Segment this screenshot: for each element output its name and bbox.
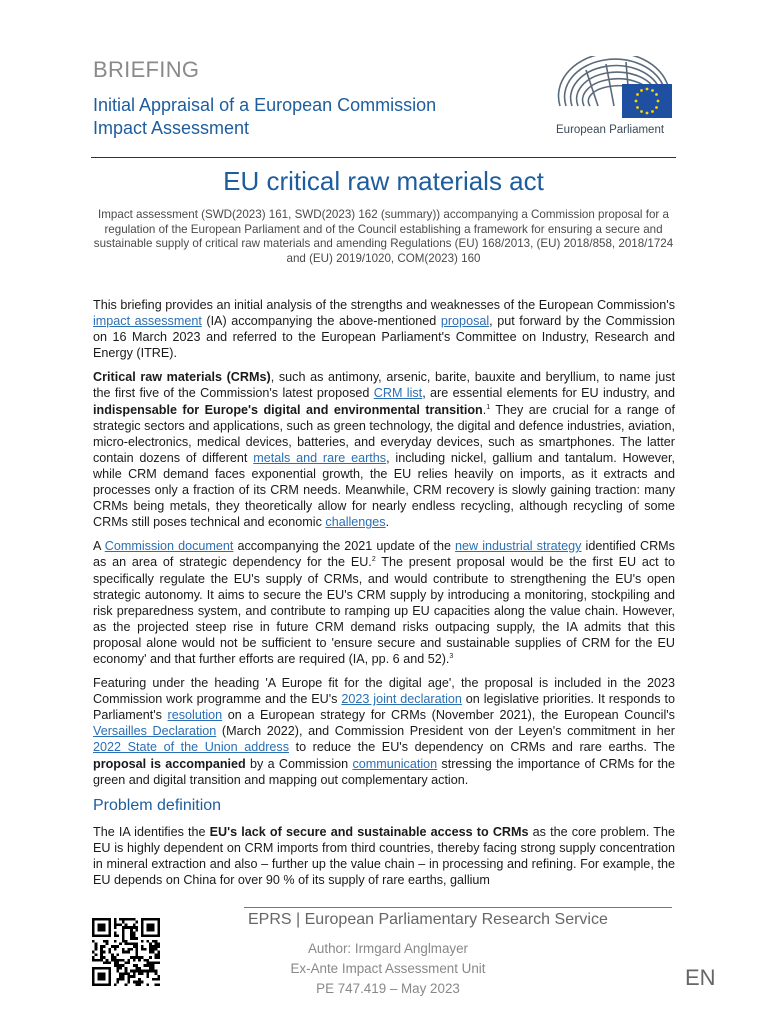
link-communication[interactable]: communication xyxy=(352,756,438,771)
paragraph-strategy: A Commission document accompanying the 2021 update of the new industrial strategy identified CRMs as an area of strategic dependency for the EU.$^2$ The present proposal would be the first EU act to specifically regulate the EU's supply of CRMs, and would contribute to strengthening the EU's open strategic autonomy. It aims to secure the EU's CRM supply by introducing a monitoring, stockpiling and risk preparedness system, and contribute to ramping up EU capacities along the value chain. However, as the projected steep rise in future CRM demand risks outpacing supply, the IA admits that this proposal alone would not be sufficient to 'ensure secure and sustainable supplies of CRM for the EU economy' and that further efforts are required (IA, pp. 6 and 52).$^3$ xyxy=(93,539,675,666)
section-heading-problem-definition: Problem definition xyxy=(93,796,222,814)
briefing-label: BRIEFING xyxy=(93,57,200,82)
logo-text: European Parliament xyxy=(556,124,665,136)
link-challenges[interactable]: challenges xyxy=(325,515,386,530)
link-resolution[interactable]: resolution xyxy=(167,708,223,723)
footer-eprs: EPRS | European Parliamentary Research Service xyxy=(248,911,608,928)
footnote-2: 2 xyxy=(371,556,376,564)
footer-author: Author: Irmgard Anglmayer xyxy=(307,941,468,956)
link-impact-assessment[interactable]: impact assessment xyxy=(93,314,202,329)
document-reference: Impact assessment (SWD(2023) 161, SWD(2023) 162 (summary)) accompanying a Commission proposal for a regulation of the European Parliament and of the Council establishing a framework for ensuring a secure and sustainable supply of critical raw materials and amending Regulations (EU) 168/2013, (EU) 2018/858, 2018/1724 and (EU) 2019/1020, COM(2023) 160 xyxy=(93,208,674,265)
footer-pe-number: PE 747.419 – May 2023 xyxy=(316,981,460,996)
european-parliament-logo xyxy=(556,56,676,136)
link-industrial-strategy[interactable]: new industrial strategy xyxy=(455,539,582,554)
link-state-of-union[interactable]: 2022 State of the Union address xyxy=(93,740,289,755)
link-proposal[interactable]: proposal xyxy=(440,314,490,329)
link-crm-list[interactable]: CRM list xyxy=(373,386,423,401)
paragraph-intro: This briefing provides an initial analysis of the strengths and weaknesses of the European Commission's impact assessment (IA) accompanying the above-mentioned proposal, put forward by the Commission on 16 March 2023 and referred to the European Parliament's Committee on Industry, Research and Energy (ITRE). xyxy=(93,298,675,361)
link-joint-declaration[interactable]: 2023 joint declaration xyxy=(341,692,462,707)
footer-unit: Ex-Ante Impact Assessment Unit xyxy=(290,961,486,976)
footnote-3: 3 xyxy=(449,652,454,660)
page-title: EU critical raw materials act xyxy=(223,166,544,196)
paragraph-crms: Critical raw materials (CRMs), such as antimony, arsenic, barite, bauxite and beryllium, to name just the first five of the Commission's latest proposed CRM list, are essential elements for EU industry, and indispensable for Europe's digital and environmental transition.$^1$ They are crucial for a range of strategic sectors and applications, such as green technology, the digital and defence industries, aviation, micro-electronics, medical devices, batteries, and everyday devices, such as smartphones. The latter contain dozens of different metals and rare earths, including nickel, gallium and tantalum. However, while CRM demand faces exponential growth, the EU relies heavily on imports, as it extracts and processes only a fraction of its CRM needs. Meanwhile, CRM recovery is slowly gaining traction: many CRMs being metals, they theoretically allow for nearly endless recycling, although recycling of some CRMs still poses technical and economic challenges. xyxy=(93,370,676,530)
paragraph-context: Featuring under the heading 'A Europe fit for the digital age', the proposal is included in the 2023 Commission work programme and the EU's 2023 joint declaration on legislative priorities. It responds to Parliament's resolution on a European strategy for CRMs (November 2021), the European Council's Versailles Declaration (March 2022), and Commission President von der Leyen's commitment in her 2022 State of the Union address to reduce the EU's dependency on CRMs and rare earths. The proposal is accompanied by a Commission communication stressing the importance of CRMs for the green and digital transition and mapping out complementary action. xyxy=(93,676,676,787)
paragraph-problem: The IA identifies the EU's lack of secure and sustainable access to CRMs as the core problem. The EU is highly dependent on CRM imports from third countries, thereby facing strong supply concentration in mineral extraction and also – further up the value chain – in processing and refining. For example, the EU depends on China for over 90 % of its supply of rare earths, gallium xyxy=(93,824,675,888)
footer-author-block xyxy=(244,939,532,999)
link-metals-rare-earths[interactable]: metals and rare earths xyxy=(253,450,387,465)
qr-code[interactable] xyxy=(92,918,160,986)
language-code: EN xyxy=(685,965,716,990)
body-text xyxy=(93,297,675,896)
footnote-1: 1 xyxy=(486,403,491,411)
header-divider xyxy=(91,157,676,158)
link-versailles-declaration[interactable]: Versailles Declaration xyxy=(93,724,217,739)
briefing-subtitle: Initial Appraisal of a European Commission Impact Assessment xyxy=(93,95,437,138)
parliament-emblem-icon xyxy=(556,56,674,120)
footer-divider xyxy=(244,907,672,908)
link-commission-document[interactable]: Commission document xyxy=(104,539,234,554)
